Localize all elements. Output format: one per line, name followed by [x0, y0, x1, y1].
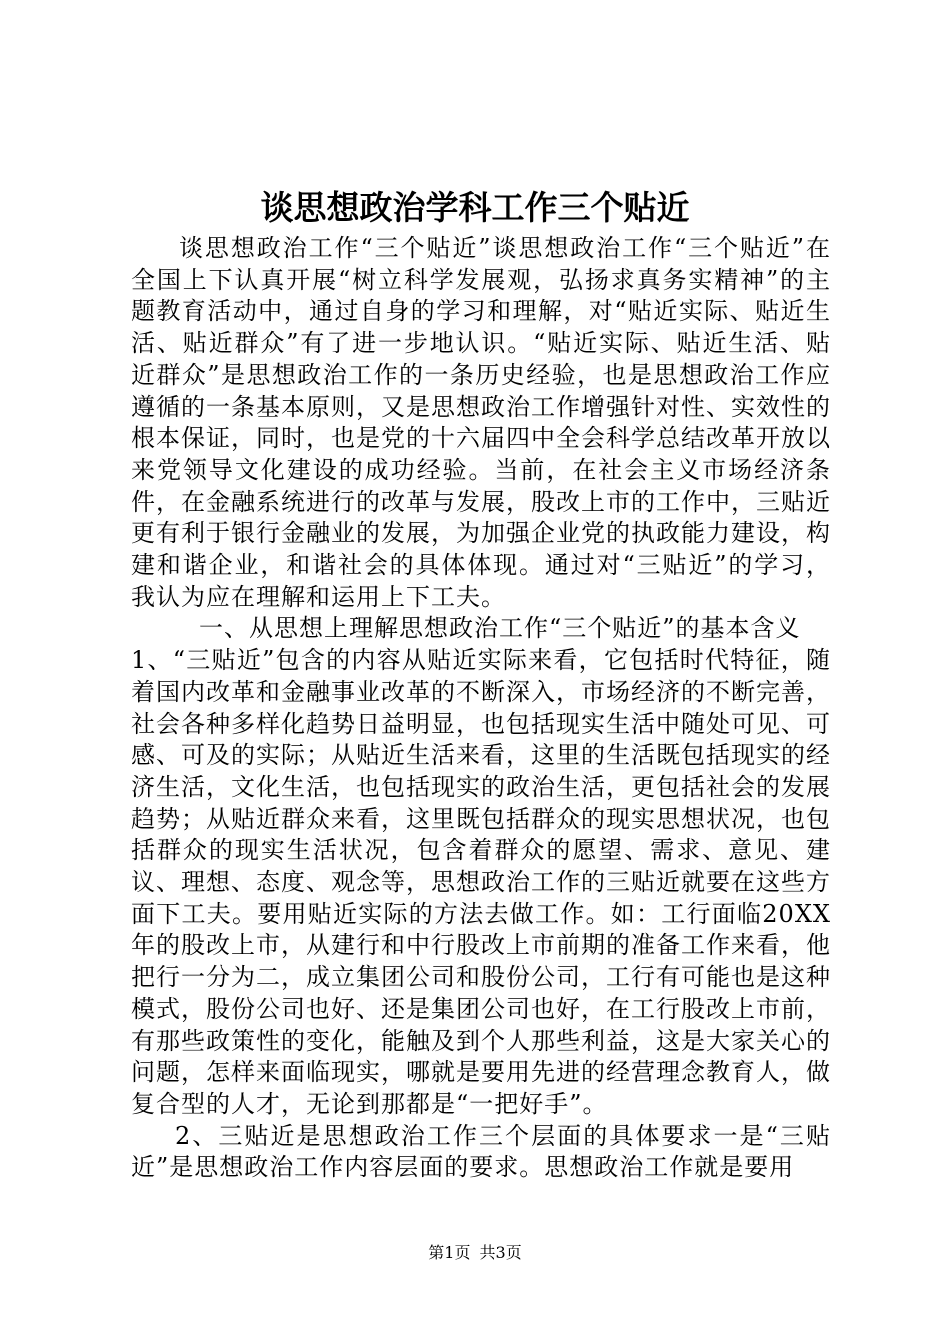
- document-body: [131, 233, 831, 1184]
- page-total: 共3页: [479, 1243, 522, 1262]
- section-heading-1: 一、从思想上理解思想政治工作“三个贴近”的基本含义: [199, 614, 801, 643]
- page-footer: [0, 1242, 950, 1264]
- paragraph-point-2: 2、三贴近是思想政治工作三个层面的具体要求一是“三贴近”是思想政治工作内容层面的要求。思想政治工作就是要用: [131, 1121, 831, 1182]
- paragraph-intro: 谈思想政治工作“三个贴近”谈思想政治工作“三个贴近”在全国上下认真开展“树立科学发展观，弘扬求真务实精神”的主题教育活动中，通过自身的学习和理解，对“贴近实际、贴近生活、贴近群众”有了进一步地认识。“贴近实际、贴近生活、贴近群众”是思想政治工作的一条历史经验，也是思想政治工作应遵循的一条基本原则，又是思想政治工作增强针对性、实效性的根本保证，同时，也是党的十六届四中全会科学总结改革开放以来党领导文化建设的成功经验。当前，在社会主义市场经济条件，在金融系统进行的改革与发展，股改上市的工作中，三贴近更有利于银行金融业的发展，为加强企业党的执政能力建设，构建和谐企业，和谐社会的具体体现。通过对“三贴近”的学习，我认为应在理解和运用上下工夫。: [131, 234, 831, 611]
- document-title: 谈思想政治学科工作三个贴近: [260, 188, 690, 227]
- paragraph-point-1: 1、“三贴近”包含的内容从贴近实际来看，它包括时代特征，随着国内改革和金融事业改革的不断深入，市场经济的不断完善，社会各种多样化趋势日益明显，也包括现实生活中随处可见、可感、可及的实际；从贴近生活来看，这里的生活既包括现实的经济生活，文化生活，也包括现实的政治生活，更包括社会的发展趋势；从贴近群众来看，这里既包括群众的现实思想状况，也包括群众的现实生活状况，包含着群众的愿望、需求、意见、建议、理想、态度、观念等，思想政治工作的三贴近就要在这些方面下工夫。要用贴近实际的方法去做工作。如：工行面临20XX年的股改上市，从建行和中行股改上市前期的准备工作来看，他把行一分为二，成立集团公司和股份公司，工行有可能也是这种模式，股份公司也好、还是集团公司也好，在工行股改上市前，有那些政策性的变化，能触及到个人那些利益，这是大家关心的问题，怎样来面临现实，哪就是要用先进的经营理念教育人，做复合型的人才，无论到那都是“一把好手”。: [131, 646, 831, 1118]
- page-number: 第1页: [428, 1243, 471, 1262]
